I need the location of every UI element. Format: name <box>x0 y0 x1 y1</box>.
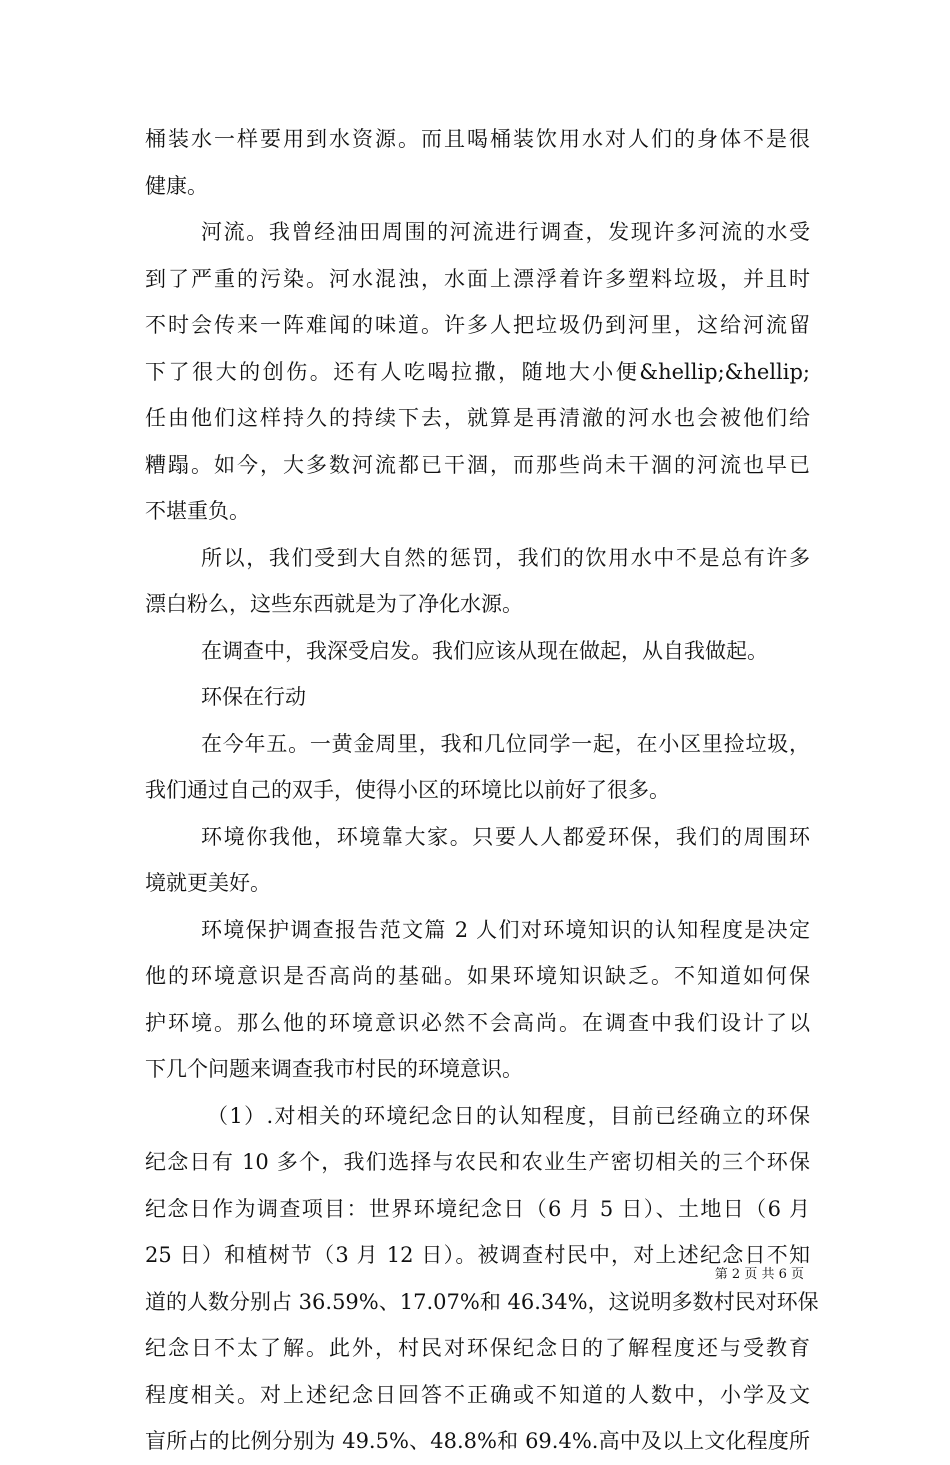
text-line: 下几个问题来调查我市村民的环境意识。 <box>145 1057 523 1081</box>
text-line: 护环境。那么他的环境意识必然不会高尚。在调查中我们设计了以 <box>145 1010 810 1035</box>
text-line: 在今年五。一黄金周里，我和几位同学一起，在小区里捡垃圾， <box>201 731 810 756</box>
text-line: 我们通过自己的双手，使得小区的环境比以前好了很多。 <box>145 778 670 802</box>
text-line: 在调查中，我深受启发。我们应该从现在做起，从自我做起。 <box>201 638 768 663</box>
text-line: 河流。我曾经油田周围的河流进行调查，发现许多河流的水受 <box>201 220 810 244</box>
text-line: （1）.对相关的环境纪念日的认知程度，目前已经确立的环保 <box>207 1103 810 1128</box>
text-line: 境就更美好。 <box>145 871 271 895</box>
document-body <box>145 116 819 1465</box>
text-line: 25 日）和植树节（3 月 12 日）。被调查村民中，对上述纪念日不知 <box>145 1243 810 1267</box>
text-line: 健康。 <box>145 173 208 198</box>
text-line: 所以，我们受到大自然的惩罚，我们的饮用水中不是总有许多 <box>201 545 810 570</box>
text-line: 程度相关。对上述纪念日回答不正确或不知道的人数中，小学及文 <box>145 1382 810 1407</box>
page-number: 第 2 页 共 6 页 <box>714 1267 804 1282</box>
text-line: 到了严重的污染。河水混浊，水面上漂浮着许多塑料垃圾，并且时 <box>145 266 810 291</box>
text-line: 盲所占的比例分别为 49.5%、48.8%和 69.4%.高中及以上文化程度所 <box>145 1429 810 1453</box>
text-line: 任由他们这样持久的持续下去，就算是再清澈的河水也会被他们给 <box>145 406 810 430</box>
text-line: 糟蹋。如今，大多数河流都已干涸，而那些尚未干涸的河流也早已 <box>145 452 810 477</box>
text-line: 道的人数分别占 36.59%、17.07%和 46.34%，这说明多数村民对环保 <box>145 1289 819 1314</box>
text-line: 纪念日有 10 多个，我们选择与农民和农业生产密切相关的三个环保 <box>145 1150 810 1174</box>
text-line: 下了很大的创伤。还有人吃喝拉撒，随地大小便&hellip;&hellip; <box>145 359 810 384</box>
text-line: 环境保护调查报告范文篇 2 人们对环境知识的认知程度是决定 <box>201 917 810 942</box>
text-line: 环保在行动 <box>201 685 306 709</box>
text-line: 他的环境意识是否高尚的基础。如果环境知识缺乏。不知道如何保 <box>145 964 810 988</box>
text-line: 纪念日不太了解。此外，村民对环保纪念日的了解程度还与受教育 <box>145 1336 810 1360</box>
text-line: 环境你我他，环境靠大家。只要人人都爱环保，我们的周围环 <box>201 824 810 849</box>
text-line: 纪念日作为调查项目：世界环境纪念日（6 月 5 日）、土地日（6 月 <box>145 1196 810 1221</box>
text-line: 不时会传来一阵难闻的味道。许多人把垃圾仍到河里，这给河流留 <box>145 313 810 337</box>
text-line: 不堪重负。 <box>145 499 250 523</box>
text-line: 桶装水一样要用到水资源。而且喝桶装饮用水对人们的身体不是很 <box>145 127 810 151</box>
text-line: 漂白粉么，这些东西就是为了净化水源。 <box>145 592 523 616</box>
